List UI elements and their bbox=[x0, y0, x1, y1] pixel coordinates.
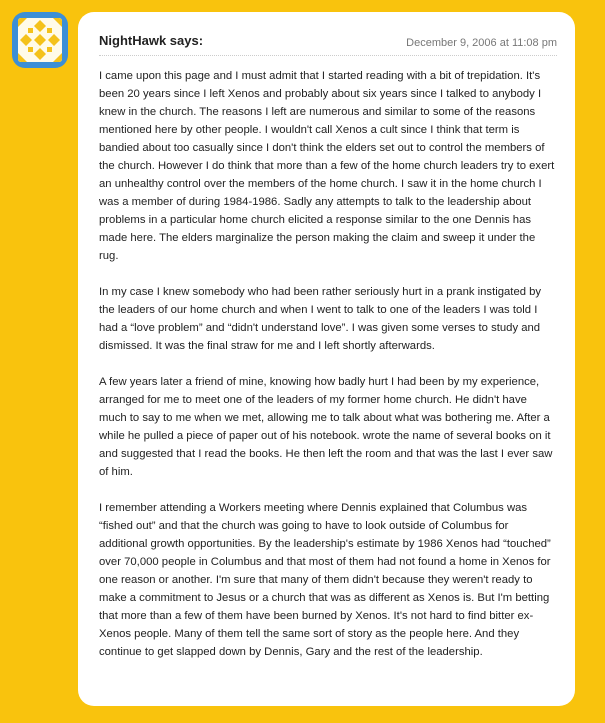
comment-paragraph: A few years later a friend of mine, knowing how badly hurt I had been by my experience, arranged for me to meet one of the leaders of my former home church. He didn't have much to say to me when we met, allowing me to talk about what was bothering me. After a while he pulled a piece of paper out of his notebook. wrote the name of several books on it and suggested that I read the books. He then left the room and that was the last I ever saw of him. bbox=[99, 376, 553, 478]
comment-card bbox=[78, 12, 575, 706]
comment-paragraph: In my case I knew somebody who had been rather seriously hurt in a prank instigated by the leaders of our home church and when I went to talk to one of the leaders I was told I had a “love problem” and “didn't understand love”. I was given some verses to study and dismissed. It was the final straw for me and I left shortly afterwards. bbox=[99, 286, 542, 352]
avatar-pattern-icon bbox=[18, 18, 62, 62]
header-divider bbox=[99, 55, 557, 56]
comment-paragraph: I came upon this page and I must admit that I started reading with a bit of trepidation. It's been 20 years since I left Xenos and probably about six years since I talked to anybody I knew in the church. The reasons I left are numerous and similar to some of the reasons mentioned here by other people. I wouldn't call Xenos a cult since I think that term is bandied about too casually since I don't think the elders set out to control the members of the church. However I do think that more than a few of the home church leaders try to exert an unhealthy control over the members of the home church. I saw it in the home church I was a member of during 1984-1986. Sadly any attempts to talk to the leadership about problems in a particular home church elicited a response similar to the one Dennis has made here. The elders marginalize the person making the claim and sweep it under the rug. bbox=[99, 70, 555, 262]
avatar bbox=[12, 12, 68, 68]
comment-body bbox=[99, 67, 557, 679]
comment-paragraph: I remember attending a Workers meeting where Dennis explained that Columbus was “fished out” and that the church was going to have to look outside of Columbus for additional growth opportunities. By the leadership's estimate by 1986 Xenos had “touched” over 70,000 people in Columbus and that most of them had not found a home in Xenos for one reason or another. I'm sure that many of them didn't because they weren't ready to make a commitment to Jesus or a church that was as different as Xenos is. But I'm betting that more than a few of them have been burned by Xenos. It's not hard to find bitter ex-Xenos people. Many of them tell the same sort of story as the people here. And they continue to get slapped down by Dennis, Gary and the rest of the leadership. bbox=[99, 502, 551, 658]
comment-date[interactable]: December 9, 2006 at 11:08 pm bbox=[406, 37, 557, 49]
comment-author: NightHawk says: bbox=[99, 33, 204, 48]
